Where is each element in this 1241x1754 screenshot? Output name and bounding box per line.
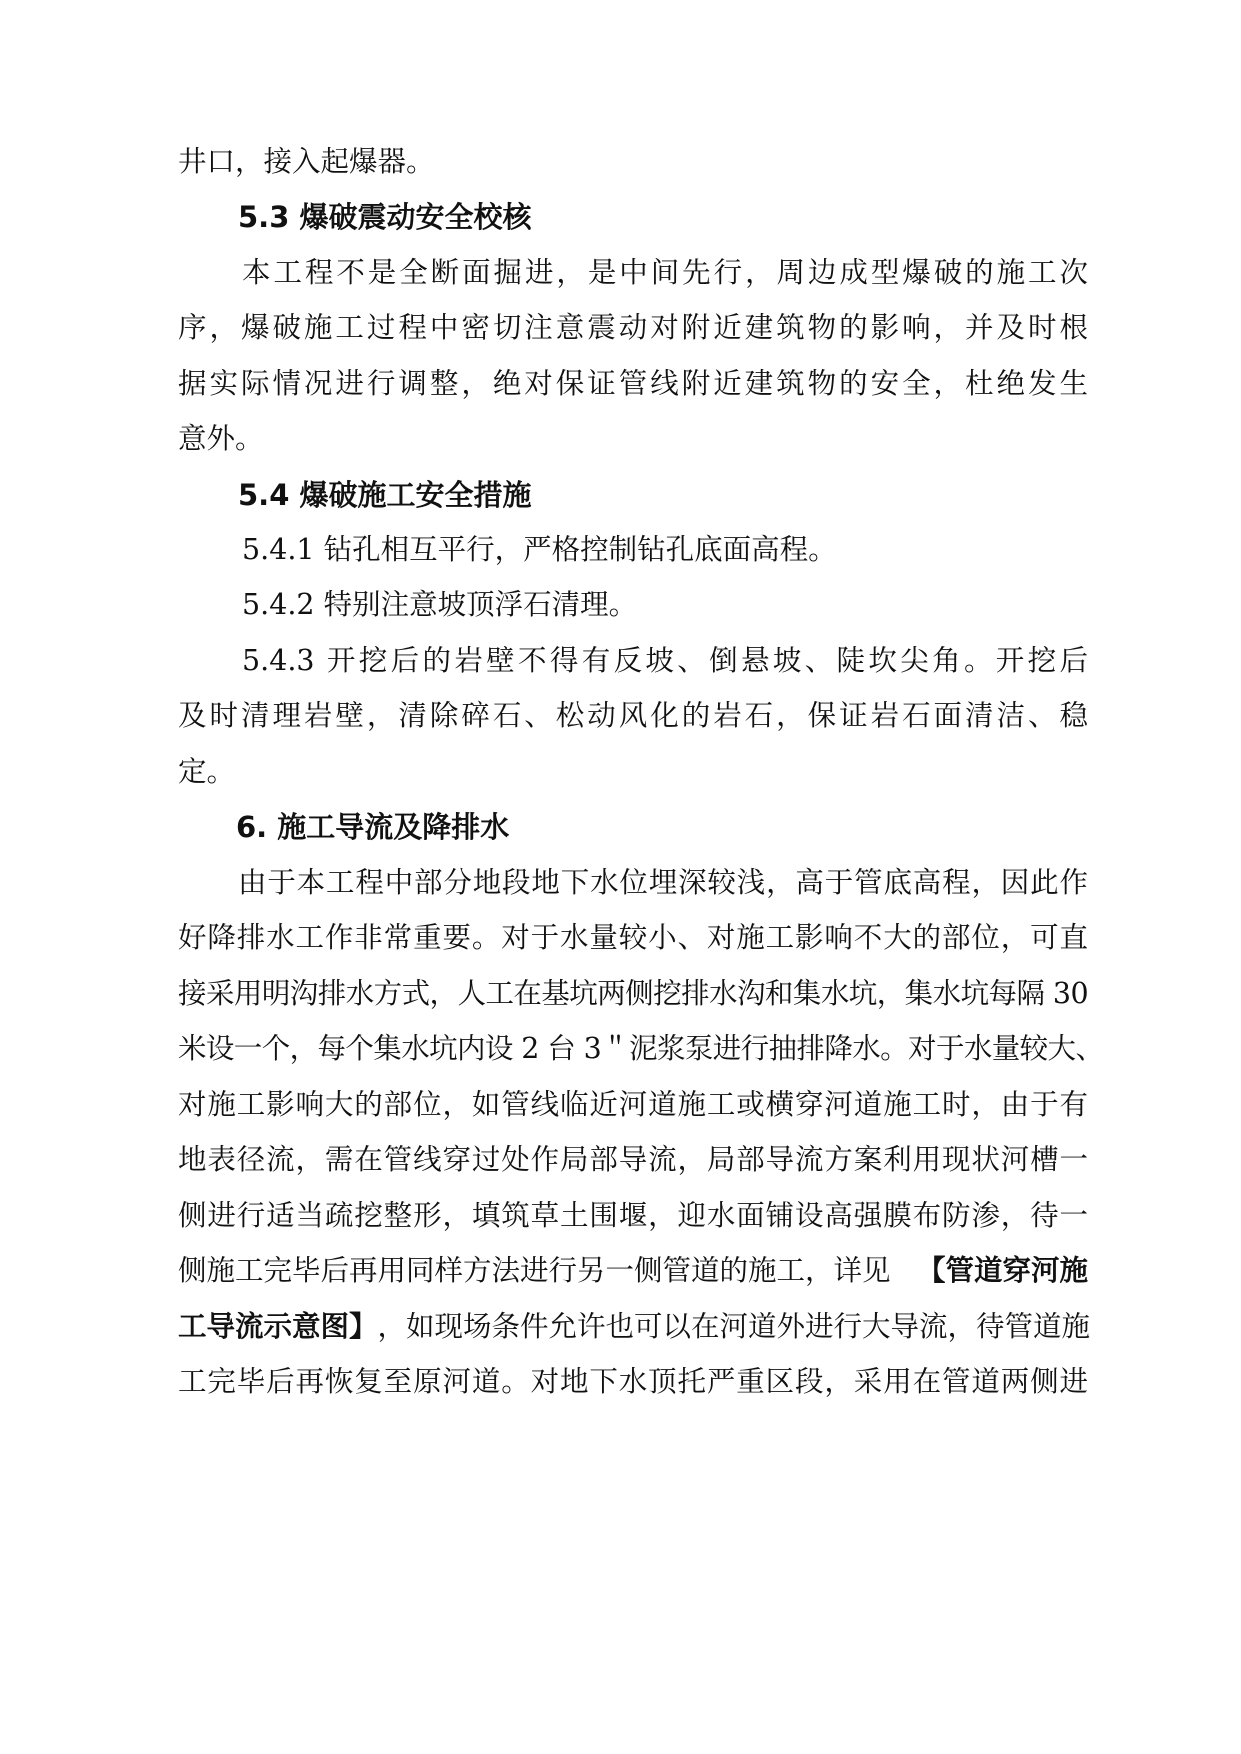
paragraph-line: 地表径流，需在管线穿过处作局部导流，局部导流方案利用现状河槽一 xyxy=(178,1143,1088,1176)
figure-reference: 工导流示意图】 xyxy=(178,1310,378,1343)
paragraph-line: 定。 xyxy=(178,755,236,788)
paragraph-line xyxy=(178,1307,1091,1347)
section-heading-5-3: 5.3 爆破震动安全校核 xyxy=(238,200,532,234)
paragraph-line: 由于本工程中部分地段地下水位埋深较浅，高于管底高程，因此作 xyxy=(238,866,1088,899)
paragraph-line xyxy=(178,1251,1088,1291)
paragraph-text: 侧施工完毕后再用同样方法进行另一侧管道的施工，详见 xyxy=(178,1254,891,1287)
list-item-5-4-3: 5.4.3 开挖后的岩壁不得有反坡、倒悬坡、陡坎尖角。开挖后 xyxy=(242,644,1088,677)
paragraph-line: 据实际情况进行调整，绝对保证管线附近建筑物的安全，杜绝发生 xyxy=(178,367,1088,400)
section-heading-5-4: 5.4 爆破施工安全措施 xyxy=(238,478,532,512)
paragraph-line: 米设一个，每个集水坑内设 2 台 3＂泥浆泵进行抽排降水。对于水量较大、 xyxy=(178,1032,1104,1065)
paragraph-line: 对施工影响大的部位，如管线临近河道施工或横穿河道施工时，由于有 xyxy=(178,1088,1088,1121)
list-item-5-4-2: 5.4.2 特别注意坡顶浮石清理。 xyxy=(242,588,638,621)
paragraph-line: 井口，接入起爆器。 xyxy=(178,145,435,178)
paragraph-text: ，如现场条件允许也可以在河道外进行大导流，待管道施 xyxy=(377,1310,1091,1343)
list-item-5-4-1: 5.4.1 钻孔相互平行，严格控制钻孔底面高程。 xyxy=(242,533,837,566)
paragraph-line: 意外。 xyxy=(178,422,264,455)
paragraph-line: 工完毕后再恢复至原河道。对地下水顶托严重区段，采用在管道两侧进 xyxy=(178,1365,1088,1398)
paragraph-line: 本工程不是全断面掘进，是中间先行，周边成型爆破的施工次 xyxy=(242,256,1088,289)
paragraph-line: 侧进行适当疏挖整形，填筑草土围堰，迎水面铺设高强膜布防渗，待一 xyxy=(178,1199,1088,1232)
paragraph-line: 好降排水工作非常重要。对于水量较小、对施工影响不大的部位，可直 xyxy=(178,921,1088,954)
paragraph-line: 序，爆破施工过程中密切注意震动对附近建筑物的影响，并及时根 xyxy=(178,311,1088,344)
paragraph-line: 及时清理岩壁，清除碎石、松动风化的岩石，保证岩石面清洁、稳 xyxy=(178,699,1088,732)
paragraph-line: 接采用明沟排水方式，人工在基坑两侧挖排水沟和集水坑，集水坑每隔 30 xyxy=(178,977,1088,1010)
section-heading-6: 6. 施工导流及降排水 xyxy=(236,810,510,844)
figure-reference: 【管道穿河施 xyxy=(916,1254,1088,1287)
